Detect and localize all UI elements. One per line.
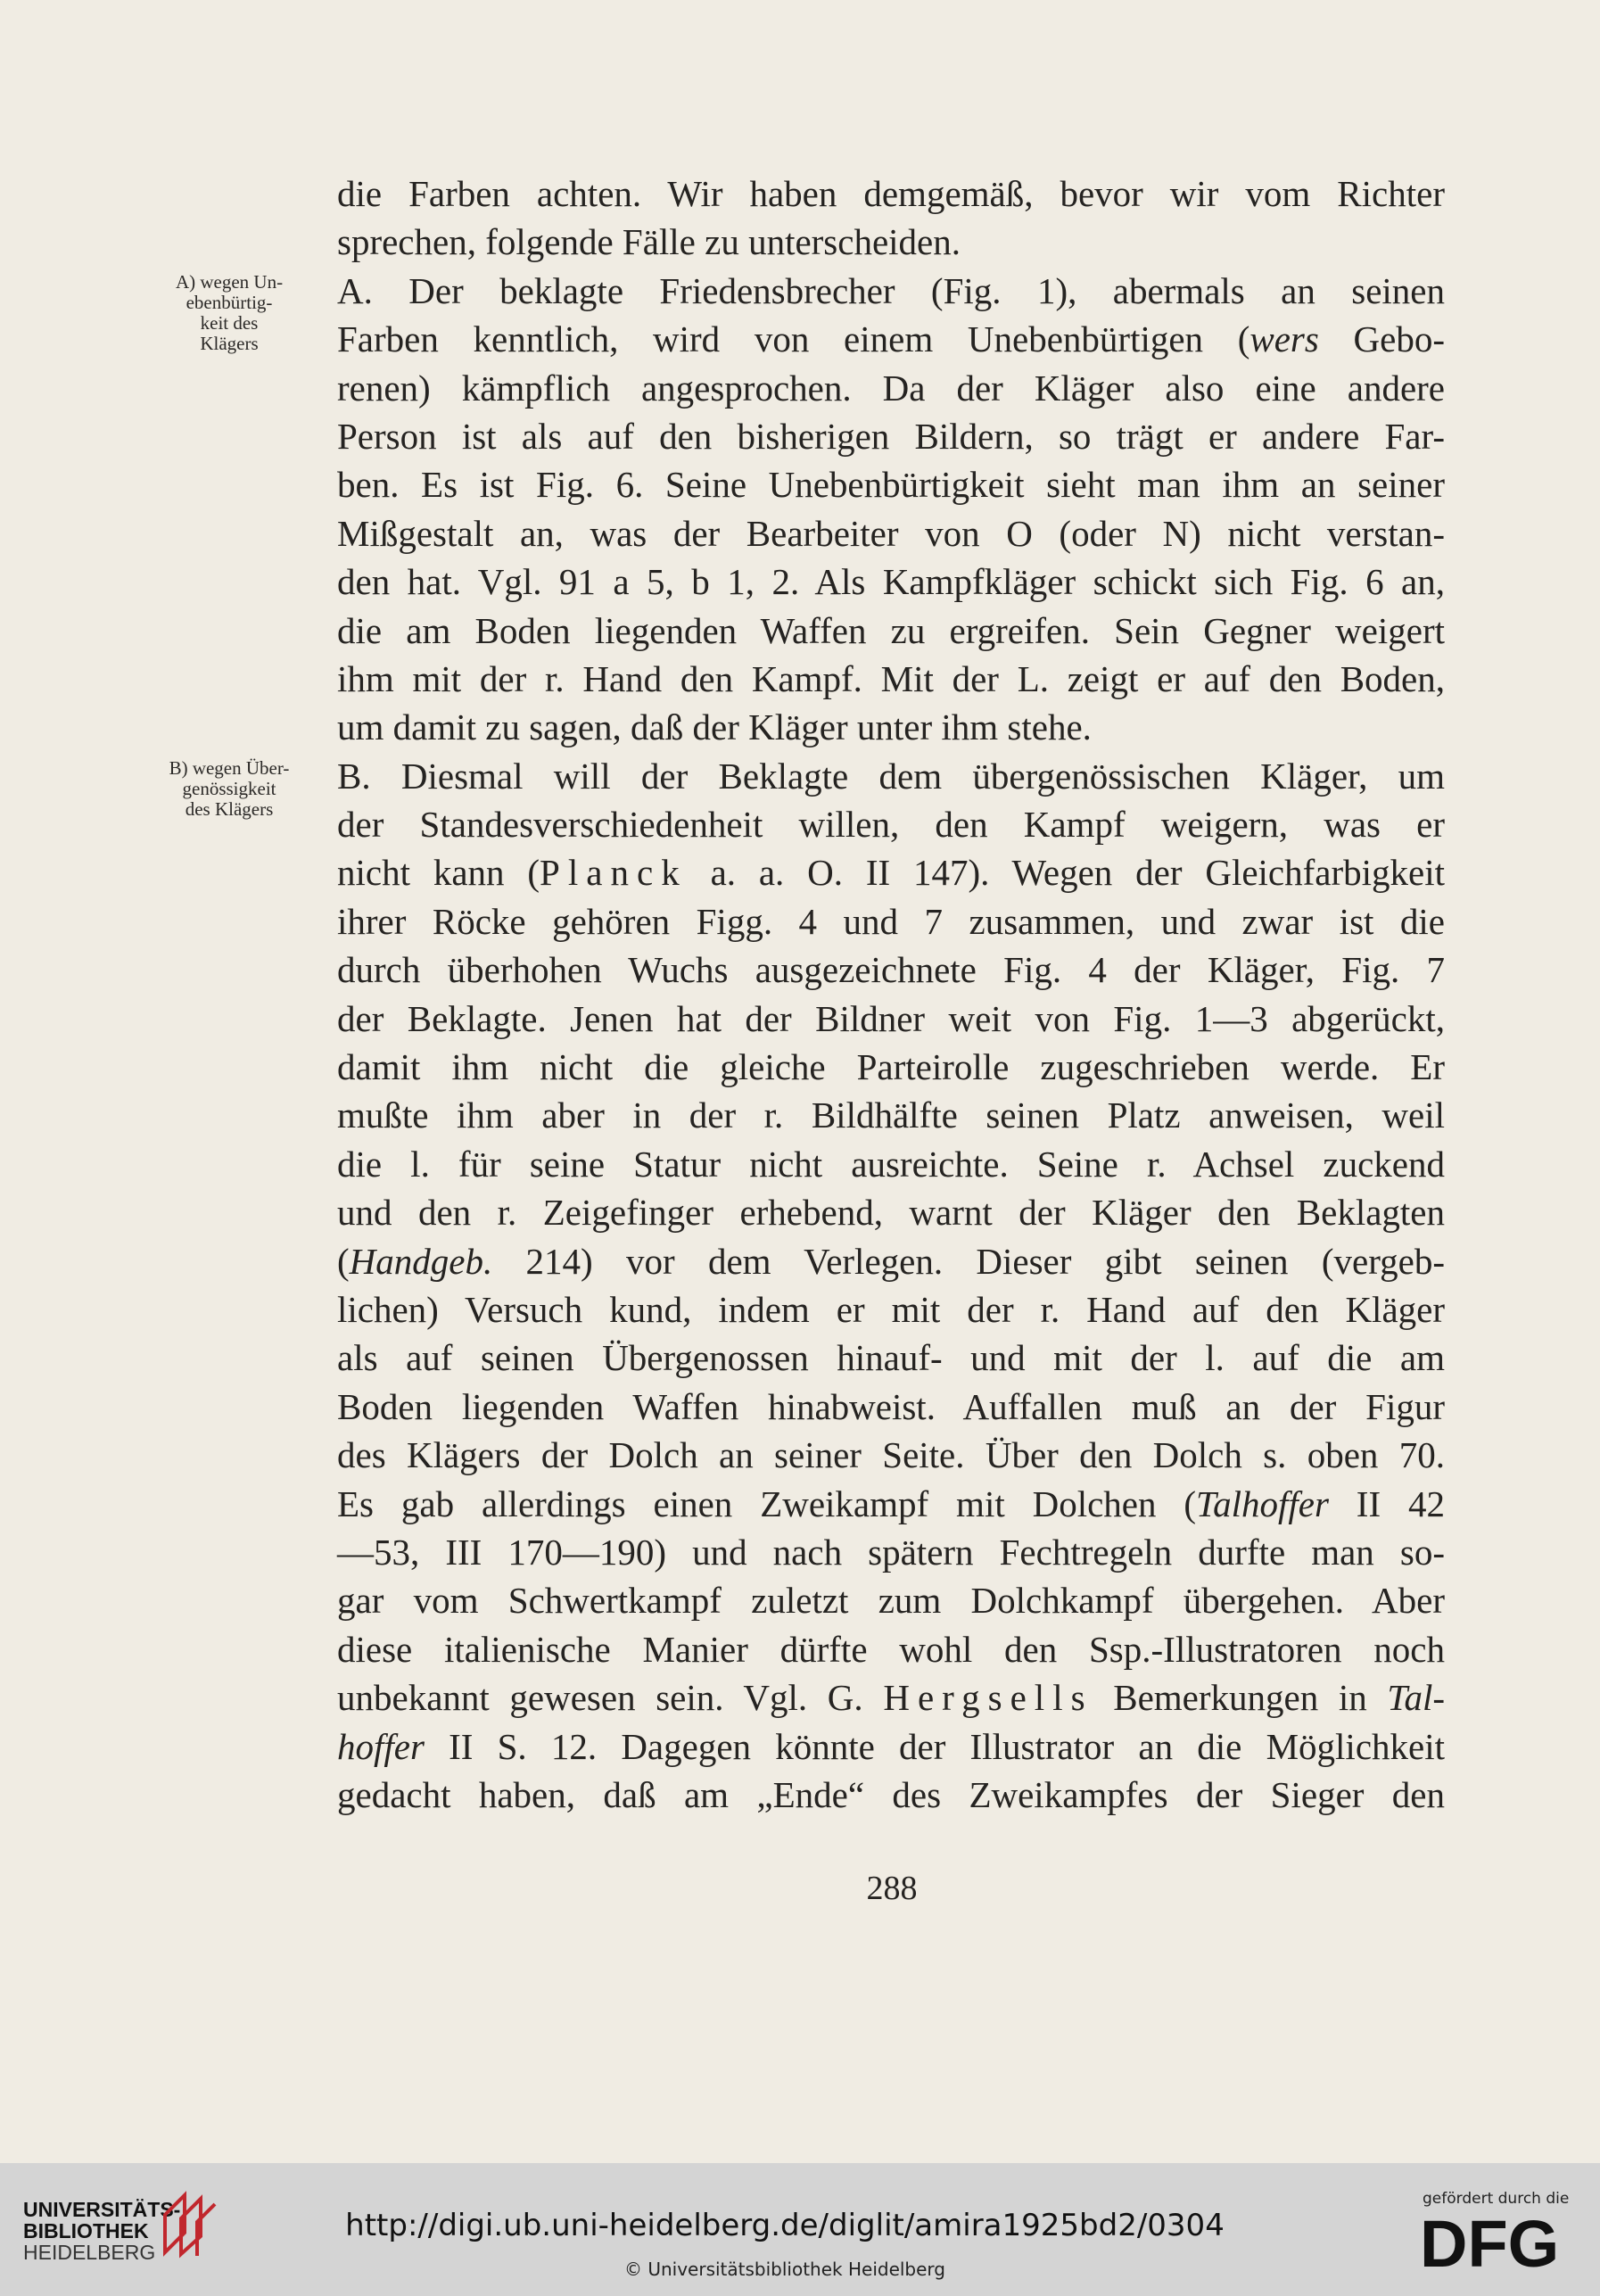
text-line: A. Der beklagte Friedensbrecher (Fig. 1), abermals an seinen [337, 269, 1445, 311]
text-line: durch überhohen Wuchs ausgezeichnete Fig. 4 der Kläger, Fig. 7 [337, 949, 1445, 991]
italic-term: Handgeb. [349, 1240, 493, 1282]
page-number: 288 [866, 1870, 918, 1907]
library-name-line: HEIDELBERG [23, 2241, 156, 2264]
margin-note-line: Klägers [200, 333, 259, 354]
text-run: 214) vor dem Verlegen. Dieser gibt seinen (vergeb- [492, 1240, 1445, 1282]
margin-note-line: genössigkeit [182, 778, 276, 799]
text-run: Gebo- [1318, 318, 1446, 360]
library-name[interactable] [23, 2199, 180, 2263]
text-line: mußte ihm aber in der r. Bildhälfte seinen Platz anweisen, weil [337, 1094, 1445, 1136]
margin-note-a [150, 272, 309, 354]
margin-note-b [150, 758, 309, 820]
text-line: ihrer Röcke gehören Figg. 4 und 7 zusammen, und zwar ist die [337, 900, 1445, 942]
text-line: die Farben achten. Wir haben demgemäß, bevor wir vom Richter [337, 173, 1445, 214]
italic-term: Talhoffer [1196, 1482, 1329, 1524]
permalink-url[interactable]: http://digi.ub.uni-heidelberg.de/diglit/amira1925bd2/0304 [345, 2208, 1225, 2243]
text-line [337, 848, 1445, 896]
text-line: der Standesverschiedenheit willen, den Kampf weigern, was er [337, 804, 1445, 846]
text-run: unbekannt gewesen sein. Vgl. G. [337, 1677, 884, 1719]
text-run: a. a. O. II 147). Wegen der Gleichfarbigkeit [687, 852, 1445, 894]
library-logo-icon[interactable] [158, 2188, 220, 2259]
text-run: II S. 12. Dagegen könnte der Illustrator an die Möglichkeit [424, 1725, 1445, 1767]
text-run: nicht kann ( [337, 852, 540, 894]
text-line: der Beklagte. Jenen hat der Bildner weit von Fig. 1—3 abgerückt, [337, 997, 1445, 1039]
text-line: die l. für seine Statur nicht ausreichte. Seine r. Achsel zuckend [337, 1143, 1445, 1185]
text-run: Es gab allerdings einen Zweikampf mit Dolchen ( [337, 1482, 1197, 1524]
text-line: Mißgestalt an, was der Bearbeiter von O (oder N) nicht verstan- [337, 512, 1445, 554]
spaced-name: Hergsells [883, 1677, 1093, 1719]
dfg-logo-icon[interactable] [1420, 2213, 1576, 2272]
text-line: des Klägers der Dolch an seiner Seite. Über den Dolch s. oben 70. [337, 1434, 1445, 1476]
library-name-line: BIBLIOTHEK [23, 2219, 149, 2242]
text-line: als auf seinen Übergenossen hinauf- und mit der l. auf die am [337, 1337, 1445, 1379]
text-line: um damit zu sagen, daß der Kläger unter ihm stehe. [337, 706, 1092, 748]
text-run: ( [337, 1240, 350, 1282]
text-line: die am Boden liegenden Waffen zu ergreifen. Sein Gegner weigert [337, 609, 1445, 651]
text-line: B. Diesmal will der Beklagte dem übergenössischen Kläger, um [337, 755, 1445, 797]
text-line: sprechen, folgende Fälle zu unterscheiden. [337, 221, 961, 263]
margin-note-line: des Klägers [185, 798, 274, 820]
italic-term: hoffer [337, 1725, 425, 1767]
margin-note-line: A) wegen Un- [175, 271, 284, 293]
spaced-name: Planck [540, 852, 688, 894]
text-line: ihm mit der r. Hand den Kampf. Mit der L. zeigt er auf den Boden, [337, 657, 1445, 699]
text-line: —53, III 170—190) und nach spätern Fechtregeln durfte man so- [337, 1531, 1445, 1573]
text-line: Boden liegenden Waffen hinabweist. Auffallen muß an der Figur [337, 1385, 1445, 1427]
text-line: damit ihm nicht die gleiche Parteirolle zugeschrieben werde. Er [337, 1046, 1445, 1088]
margin-note-line: ebenbürtig- [186, 292, 273, 313]
text-line [337, 1673, 1445, 1722]
text-line [337, 1722, 1445, 1771]
library-name-line: UNIVERSITÄTS- [23, 2198, 181, 2221]
text-line: lichen) Versuch kund, indem er mit der r. Hand auf den Kläger [337, 1288, 1445, 1330]
text-line [337, 315, 1445, 363]
italic-term: wers [1249, 318, 1319, 360]
footer-bar [0, 2163, 1600, 2296]
text-line: diese italienische Manier dürfte wohl den Ssp.-Illustratoren noch [337, 1628, 1445, 1670]
text-line: gedacht haben, daß am „Ende“ des Zweikampfes der Sieger den [337, 1773, 1445, 1815]
text-line: den hat. Vgl. 91 a 5, b 1, 2. Als Kampfkläger schickt sich Fig. 6 an, [337, 561, 1445, 603]
text-line: renen) kämpflich angesprochen. Da der Kläger also eine andere [337, 367, 1445, 409]
text-line: gar vom Schwertkampf zuletzt zum Dolchkampf übergehen. Aber [337, 1580, 1445, 1622]
funded-by-label: gefördert durch die [1423, 2190, 1570, 2208]
margin-note-line: B) wegen Über- [169, 757, 290, 779]
dfg-logo-text: DFG [1420, 2213, 1560, 2272]
text-line: und den r. Zeigefinger erhebend, warnt der Kläger den Beklagten [337, 1192, 1445, 1234]
copyright-notice: © Universitätsbibliothek Heidelberg [623, 2259, 945, 2280]
text-line [337, 1480, 1445, 1528]
text-run: II 42 [1328, 1482, 1445, 1524]
text-run: Farben kenntlich, wird von einem Unebenbürtigen ( [337, 318, 1250, 360]
italic-term: Tal- [1387, 1677, 1445, 1719]
text-line [337, 1237, 1445, 1285]
text-run: Bemerkungen in [1093, 1677, 1388, 1719]
text-line: ben. Es ist Fig. 6. Seine Unebenbürtigkeit sieht man ihm an seiner [337, 464, 1445, 506]
margin-note-line: keit des [200, 312, 259, 334]
body-text [337, 169, 1445, 1819]
text-line: Person ist als auf den bisherigen Bildern, so trägt er andere Far- [337, 415, 1445, 457]
